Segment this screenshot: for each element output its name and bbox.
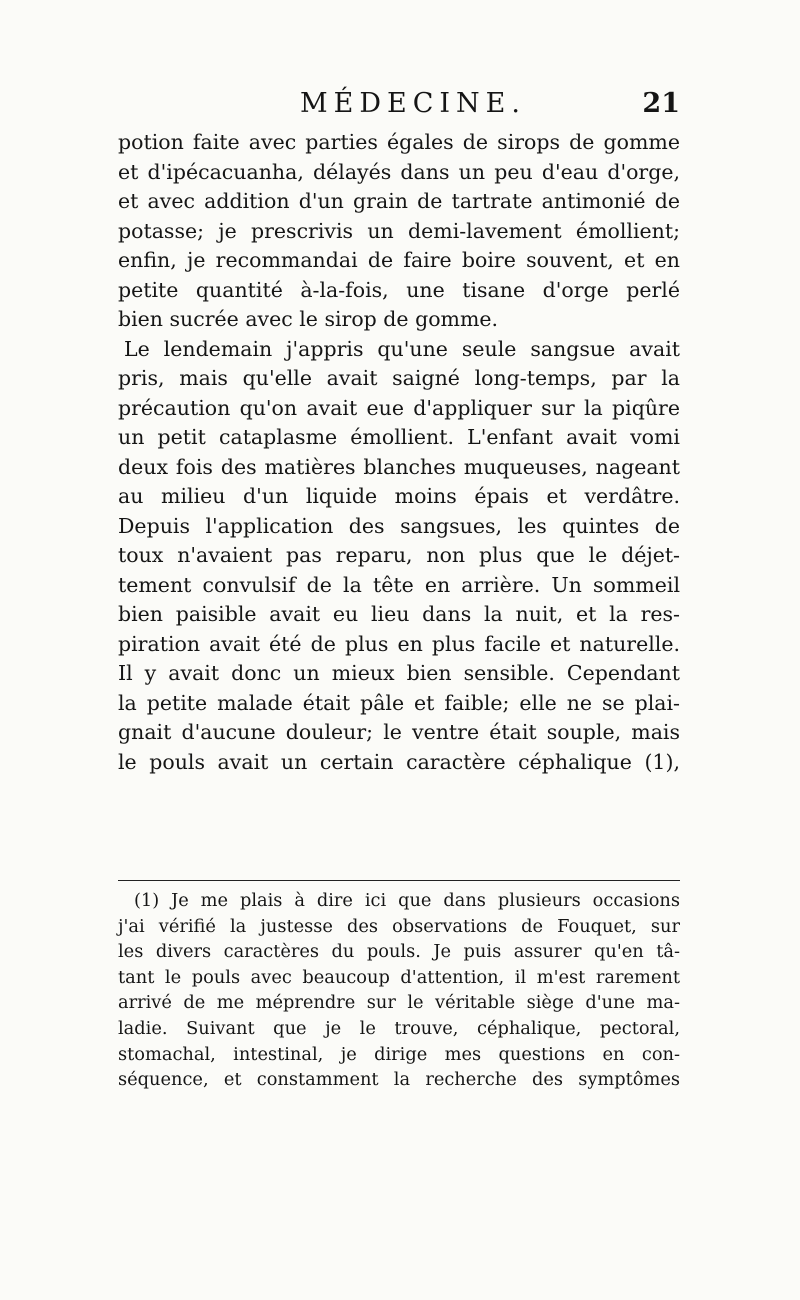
footnote-line: j'ai vérifié la justesse des observations de Fouquet, sur [118, 915, 680, 937]
footnote-divider [118, 880, 680, 881]
footnote [118, 888, 680, 1093]
page-header [118, 88, 680, 128]
text-line: le pouls avait un certain caractère céphalique (1), [118, 749, 680, 774]
main-text [118, 128, 680, 777]
text-line: précaution qu'on avait eue d'appliquer sur la piqûre [118, 395, 680, 420]
footnote-line: stomachal, intestinal, je dirige mes questions en con- [118, 1043, 680, 1065]
running-title: MÉDECINE. [300, 88, 526, 119]
text-line: potasse; je prescrivis un demi-lavement émollient; [118, 218, 680, 243]
text-line: bien paisible avait eu lieu dans la nuit, et la res- [118, 602, 680, 626]
text-line: et d'ipécacuanha, délayés dans un peu d'eau d'orge, [118, 159, 680, 184]
text-line: deux fois des matières blanches muqueuses, nageant [118, 454, 680, 479]
text-line: un petit cataplasme émollient. L'enfant avait vomi [118, 425, 680, 449]
footnote-line: (1) Je me plais à dire ici que dans plusieurs occasions [134, 890, 680, 911]
text-line: Il y avait donc un mieux bien sensible. Cependant [118, 661, 680, 685]
text-line: tement convulsif de la tête en arrière. Un sommeil [118, 572, 680, 597]
footnote-line: tant le pouls avec beaucoup d'attention, il m'est rarement [118, 966, 680, 988]
page-number: 21 [642, 88, 680, 119]
text-line: Depuis l'application des sangsues, les quintes de [118, 513, 680, 538]
text-line: toux n'avaient pas reparu, non plus que le déjet- [118, 543, 680, 567]
text-line: enfin, je recommandai de faire boire souvent, et en [118, 248, 680, 272]
text-line: pris, mais qu'elle avait saigné long-temps, par la [118, 366, 680, 390]
text-line: au milieu d'un liquide moins épais et verdâtre. [118, 484, 680, 508]
text-line: gnait d'aucune douleur; le ventre était souple, mais [118, 720, 680, 744]
text-line: petite quantité à-la-fois, une tisane d'orge perlé [118, 277, 680, 302]
text-line: bien sucrée avec le sirop de gomme. [118, 307, 499, 331]
footnote-line: ladie. Suivant que je le trouve, céphalique, pectoral, [118, 1017, 680, 1039]
footnote-line: séquence, et constamment la recherche des symptômes [118, 1069, 680, 1091]
text-line: potion faite avec parties égales de sirops de gomme [118, 130, 680, 154]
text-line: et avec addition d'un grain de tartrate antimonié de [118, 189, 680, 213]
text-line: Le lendemain j'appris qu'une seule sangsue avait [124, 336, 680, 361]
footnote-line: les divers caractères du pouls. Je puis assurer qu'en tâ- [118, 941, 680, 963]
text-line: la petite malade était pâle et faible; elle ne se plai- [118, 690, 680, 715]
footnote-line: arrivé de me méprendre sur le véritable siège d'une ma- [118, 992, 680, 1014]
text-line: piration avait été de plus en plus facile et naturelle. [118, 631, 680, 656]
